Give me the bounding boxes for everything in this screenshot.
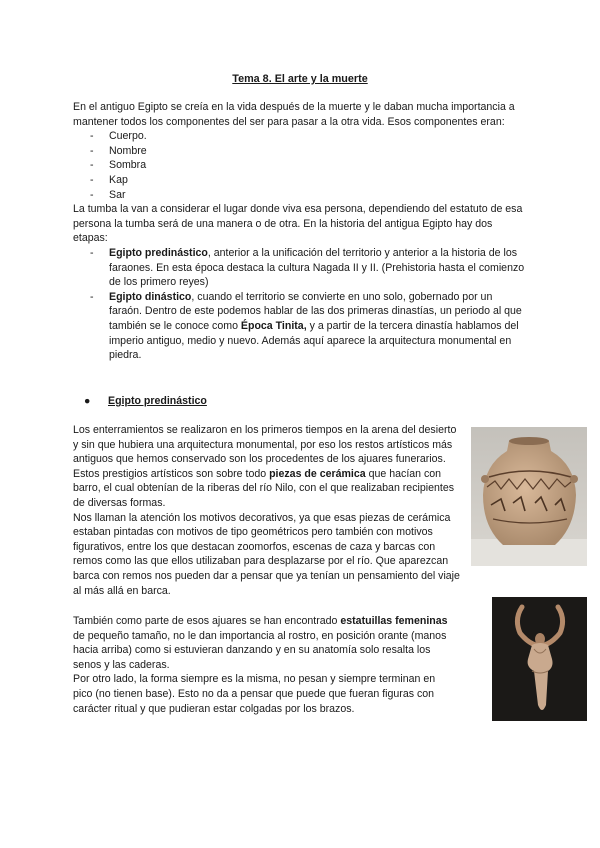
list-item: - Sar bbox=[90, 188, 126, 201]
stage-term: Egipto dinástico bbox=[109, 290, 192, 303]
dash-marker: - bbox=[90, 188, 94, 201]
list-item: - Kap bbox=[90, 173, 128, 186]
section-heading: ● Egipto predinástico bbox=[84, 395, 207, 407]
ceramics-term: piezas de cerámica bbox=[269, 467, 366, 480]
ceramics-block bbox=[73, 423, 461, 598]
ceramics-paragraph: Los enterramientos se realizaron en los primeros tiempos en la arena del desierto y sin que hubiera una arquitectura monumental, por eso los restos artísticos más antiguos que hemos conservado son los procedentes de los ajuares funerarios. Estos prestigios artísticos son sobre todo piezas de cerámica que hacían con barro, el cual obtenían de la riberas del río Nilo, con el que realizaban recipientes de diversas formas. bbox=[73, 424, 457, 509]
figurines-term: estatuillas femeninas bbox=[340, 615, 448, 627]
figurines-paragraph: También como parte de esos ajuares se han encontrado estatuillas femeninas de pequeño tamaño, no le dan importancia al rostro, en posición orante (manos hacia arriba) como si estuvieran danzando y en su anatomía solo resalta los senos y las caderas. bbox=[73, 615, 448, 671]
stage-term: Egipto predinástico bbox=[109, 246, 208, 259]
tomb-paragraph: La tumba la van a considerar el lugar donde viva esa persona, dependiendo del estatuto de esa persona la tumba será de una manera o de otra. En la historia del antigua Egipto hay dos etapas: bbox=[73, 203, 523, 245]
dash-marker: - bbox=[90, 144, 94, 157]
page-title: Tema 8. El arte y la muerte bbox=[232, 73, 368, 85]
era-term: Época Tinita, bbox=[240, 319, 307, 332]
female-figurine-image bbox=[492, 597, 587, 721]
list-item: - Nombre bbox=[90, 144, 147, 157]
motifs-paragraph: Nos llaman la atención los motivos decorativos, ya que esas piezas de cerámica estaban pintadas con motivos de tipo geométricos pero también con motivos figurativos, entre los que destacan zoomorfos, escenas de caza y barcas con remos como las que ellos utilizaban para desplazarse por el río. Que aparezcan barca con remos nos pueden dar a pensar que ya tenían un pensamiento del viaje al más allá en barca. bbox=[73, 511, 460, 597]
components-list bbox=[73, 129, 528, 202]
list-item: - Cuerpo. bbox=[90, 130, 147, 143]
list-item: - Egipto dinástico, cuando el territorio se convierte en uno solo, gobernado por un faraón. Dentro de este podemos hablar de las dos primeras dinastías, un periodo al que también se le conoce como Época Tinita, y a partir de la tercera dinastía hablamos del imperio antiguo, medio y nuevo. Además aquí aparece la arquitectura monumental en piedra. bbox=[90, 290, 522, 362]
dash-marker: - bbox=[90, 290, 94, 303]
intro-paragraph: En el antiguo Egipto se creía en la vida después de la muerte y le daban mucha importancia a mantener todos los componentes del ser para pasar a la otra vida. Esos componentes eran: bbox=[73, 101, 515, 128]
list-item: - Sombra bbox=[90, 159, 147, 172]
dash-marker: - bbox=[90, 246, 94, 259]
stages-list bbox=[73, 246, 528, 363]
figurines-block bbox=[73, 614, 455, 716]
list-item: - Egipto predinástico, anterior a la unificación del territorio y anterior a la historia de los faraones. En esta época destaca la cultura Nagada II y II. (Prehistoria hasta el comienzo de los primero reyes) bbox=[90, 246, 525, 289]
bullet-icon: ● bbox=[84, 395, 91, 407]
ritual-paragraph: Por otro lado, la forma siempre es la misma, no pesan y siempre terminan en pico (no tienen base). Esto no da a pensar que puede que fueran figuras con carácter ritual y que pudieran estar colgadas por los brazos. bbox=[73, 673, 436, 715]
dash-marker: - bbox=[90, 173, 94, 186]
ceramic-vase-image bbox=[471, 427, 587, 566]
dash-marker: - bbox=[90, 159, 94, 172]
dash-marker: - bbox=[90, 130, 94, 143]
intro-block bbox=[73, 100, 528, 363]
